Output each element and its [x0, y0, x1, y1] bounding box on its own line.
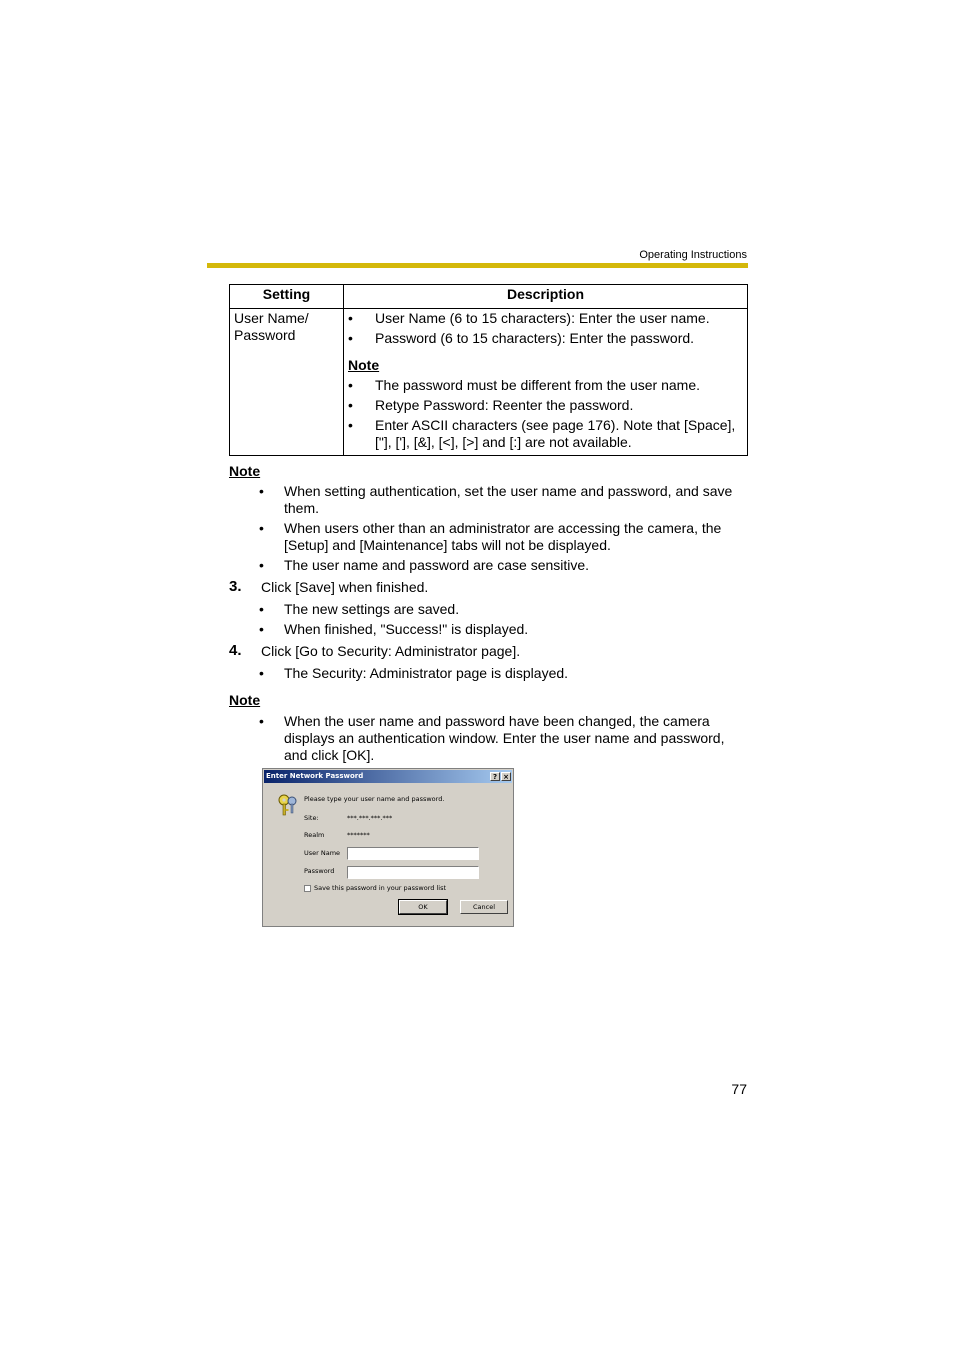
settings-table — [229, 284, 748, 456]
note-item: • Enter ASCII characters (see page 176). Note that [Space], ["], ['], [&], [<], [>] and [:] are not available. — [348, 417, 741, 451]
step-number: 3. — [229, 578, 242, 595]
running-header: Operating Instructions — [639, 249, 747, 261]
description-cell — [344, 309, 748, 456]
note-item: • Retype Password: Reenter the password. — [348, 397, 741, 414]
result-item: • The new settings are saved. — [259, 601, 749, 618]
page-number: 77 — [731, 1081, 747, 1097]
note-item: • When the user name and password have been changed, the camera displays an authentication window. Enter the user name and password, and click [OK]. — [259, 713, 749, 764]
site-value: ***.***.***.*** — [347, 814, 393, 822]
note-heading: Note — [229, 463, 261, 479]
close-button[interactable]: × — [501, 772, 511, 781]
ok-button[interactable]: OK — [399, 900, 447, 914]
dialog-title-bar — [264, 770, 512, 783]
table-header-row — [230, 285, 748, 309]
header-rule — [207, 263, 748, 268]
note-item: • When setting authentication, set the user name and password, and save them. — [259, 483, 749, 517]
result-item: • When finished, "Success!" is displayed. — [259, 621, 749, 638]
username-field[interactable] — [347, 847, 479, 860]
password-label: Password — [304, 867, 335, 875]
password-dialog-screenshot — [262, 768, 514, 927]
note-heading: Note — [348, 357, 380, 373]
realm-value: ******* — [347, 831, 370, 839]
step-number: 4. — [229, 642, 242, 659]
note-list — [259, 713, 749, 767]
realm-label: Realm — [304, 831, 325, 839]
result-item: • The Security: Administrator page is displayed. — [259, 665, 749, 682]
step-result-list — [259, 601, 749, 641]
username-label: User Name — [304, 849, 341, 857]
description-item: • Password (6 to 15 characters): Enter the password. — [348, 330, 741, 347]
save-password-checkbox[interactable] — [304, 885, 311, 892]
step-result-list — [259, 665, 749, 685]
note-item: • The user name and password are case sensitive. — [259, 557, 749, 574]
dialog-prompt: Please type your user name and password. — [304, 795, 445, 803]
dialog-title: Enter Network Password — [266, 772, 364, 780]
save-password-label: Save this password in your password list — [314, 884, 447, 892]
password-field[interactable] — [347, 866, 479, 879]
site-label: Site: — [304, 814, 319, 822]
note-list — [259, 483, 749, 577]
note-item: • When users other than an administrator are accessing the camera, the [Setup] and [Maintenance] tabs will not be displayed. — [259, 520, 749, 554]
setting-cell: User Name/ Password — [230, 309, 344, 456]
note-item: • The password must be different from the user name. — [348, 377, 741, 394]
note-heading: Note — [229, 692, 261, 708]
description-item: • User Name (6 to 15 characters): Enter the user name. — [348, 310, 741, 327]
col-setting-header: Setting — [230, 285, 344, 309]
help-button[interactable]: ? — [490, 772, 500, 781]
step-text: Click [Go to Security: Administrator page]. — [261, 643, 521, 659]
key-icon — [277, 793, 299, 817]
step-text: Click [Save] when finished. — [261, 579, 429, 595]
cancel-button[interactable]: Cancel — [460, 900, 508, 914]
col-description-header: Description — [344, 285, 748, 309]
table-row — [230, 309, 748, 456]
